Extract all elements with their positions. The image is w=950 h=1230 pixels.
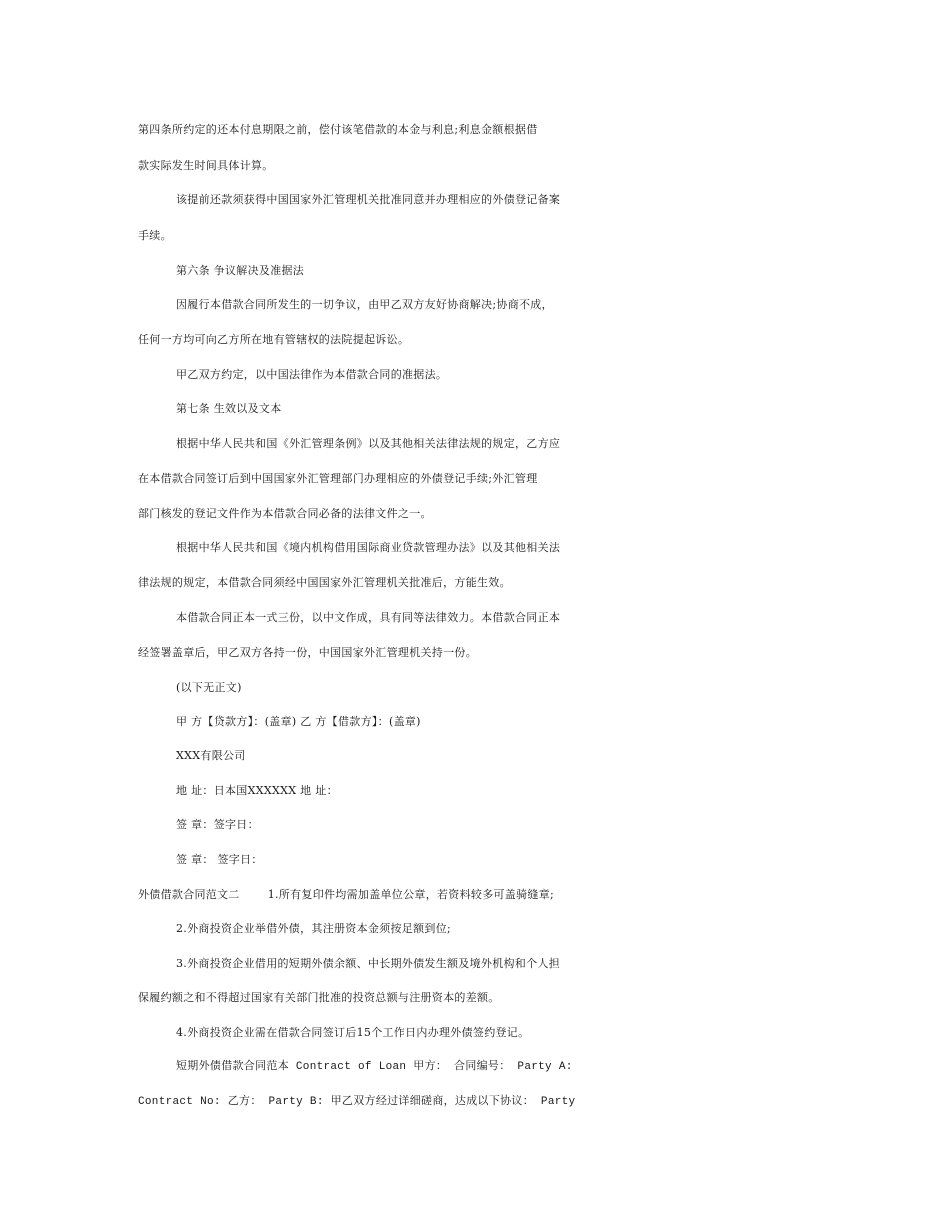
signature-line: 签 章： 签字日：: [176, 853, 263, 866]
section-heading: 第七条 生效以及文本: [176, 402, 282, 415]
text-line: 在本借款合同签订后到中国国家外汇管理部门办理相应的外债登记手续;外汇管理: [138, 472, 538, 485]
text-line: 根据中华人民共和国《外汇管理条例》以及其他相关法律法规的规定，乙方应: [176, 437, 561, 450]
list-item: 2.外商投资企业举借外债，其注册资本金须按足额到位;: [176, 922, 451, 935]
text-line: [138, 884, 818, 906]
section-heading: 第六条 争议解决及准据法: [176, 264, 305, 277]
list-item: 3.外商投资企业借用的短期外债余额、中长期外债发生额及境外机构和个人担: [176, 957, 560, 970]
text-line: 第四条所约定的还本付息期限之前，偿付该笔借款的本金与利息;利息金额根据借: [138, 123, 538, 136]
list-item: 1.所有复印件均需加盖单位公章，若资料较多可盖骑缝章;: [267, 888, 555, 901]
text-line: 因履行本借款合同所发生的一切争议，由甲乙双方友好协商解决;协商不成，: [176, 298, 553, 311]
text-line: 甲乙双方约定，以中国法律作为本借款合同的准据法。: [176, 368, 448, 381]
text-line: Contract No: 乙方： Party B: 甲乙双方经过详细磋商，达成以下协议： Party: [138, 1096, 576, 1108]
text-line: 本借款合同正本一式三份，以中文作成，具有同等法律效力。本借款合同正本: [176, 611, 561, 624]
signature-parties: 甲 方【贷款方】：(盖章) 乙 方【借款方】：(盖章): [176, 715, 421, 728]
text-line: 保履约额之和不得超过国家有关部门批准的投资总额与注册资本的差额。: [138, 991, 500, 1004]
text-line: (以下无正文): [176, 681, 242, 694]
text-line: 短期外债借款合同范本 Contract of Loan 甲方： 合同编号： Party A:: [176, 1061, 573, 1073]
text-line: 经签署盖章后，甲乙双方各持一份，中国国家外汇管理机关持一份。: [138, 646, 477, 659]
text-line: 任何一方均可向乙方所在地有管辖权的法院提起诉讼。: [138, 333, 410, 346]
address-line: 地 址：日本国XXXXXX 地 址：: [176, 784, 338, 797]
text-line: 该提前还款须获得中国国家外汇管理机关批准同意并办理相应的外债登记备案: [176, 193, 561, 206]
text-line: 根据中华人民共和国《境内机构借用国际商业贷款管理办法》以及其他相关法: [176, 541, 561, 554]
text-line: 手续。: [138, 229, 172, 242]
text-line: 部门核发的登记文件作为本借款合同必备的法律文件之一。: [138, 507, 432, 520]
text-line: 律法规的规定，本借款合同须经中国国家外汇管理机关批准后，方能生效。: [138, 576, 511, 589]
list-item: 4.外商投资企业需在借款合同签订后15个工作日内办理外债签约登记。: [176, 1026, 530, 1039]
section-title: 外债借款合同范文二: [138, 888, 240, 901]
signature-line: 签 章：签字日：: [176, 818, 259, 831]
text-line: 款实际发生时间具体计算。: [138, 159, 274, 172]
company-name: XXX有限公司: [176, 749, 246, 762]
